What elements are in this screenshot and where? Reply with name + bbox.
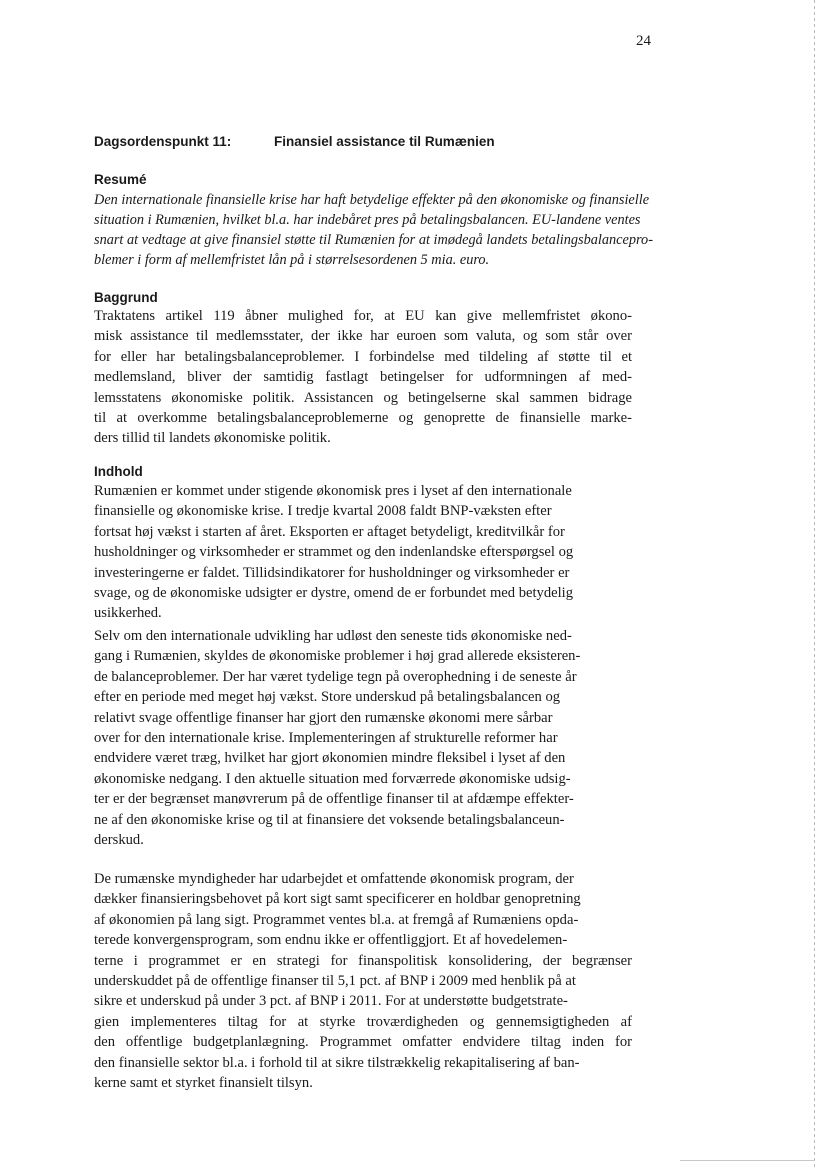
agenda-subject: Finansiel assistance til Rumænien (274, 134, 495, 149)
text-line: efter en periode med meget høj vækst. Store underskud på betalingsbalancen og (94, 689, 561, 706)
text-line: lemsstatens økonomiske politik. Assistancen og betingelserne skal sammen bidrage (94, 389, 632, 406)
text-line: ne af den økonomiske krise og til at finansiere det voksende betalingsbalanceun- (94, 811, 565, 828)
text-line: relativt svage offentlige finanser har gjort den rumænske økonomi mere sårbar (94, 709, 553, 726)
baggrund-heading: Baggrund (94, 290, 158, 305)
text-line: Selv om den internationale udvikling har udløst den seneste tids økonomiske ned- (94, 628, 572, 644)
text-line: den finansielle sektor bl.a. i forhold til at sikre tilstrækkelig rekapitalisering af ban- (94, 1054, 580, 1071)
agenda-item-label: Dagsordenspunkt 11: (94, 134, 232, 149)
text-line: sikre et underskud på under 3 pct. af BNP i 2011. For at understøtte budgetstrate- (94, 993, 568, 1010)
indhold-heading: Indhold (94, 464, 143, 479)
indhold-paragraph-2 (94, 626, 632, 850)
text-line: snart at vedtage at give finansiel støtte til Rumænien for at imødegå landets betalingsbalancepro- (94, 232, 653, 248)
text-line: af økonomien på lang sigt. Programmet ventes bl.a. at fremgå af Rumæniens opda- (94, 911, 579, 928)
page-bottom-line (680, 1160, 815, 1161)
text-line: den offentlige budgetplanlægning. Programmet omfatter endvidere tiltag inden for (94, 1034, 632, 1051)
text-line: medlemsland, bliver der samtidig fastlagt betingelser for udformningen af med- (94, 369, 632, 386)
text-line: Rumænien er kommet under stigende økonomisk pres i lyset af den internationale (94, 483, 572, 499)
text-line: situation i Rumænien, hvilket bl.a. har indebåret pres på betalingsbalancen. EU-landene ventes (94, 212, 641, 228)
text-line: for eller har betalingsbalanceproblemer. I forbindelse med tildeling af støtte til et (94, 348, 632, 365)
text-line: endvidere været træg, hvilket har gjort økonomien mindre fleksibel i lyset af den (94, 750, 566, 767)
indhold-paragraph-1 (94, 481, 632, 624)
text-line: dækker finansieringsbehovet på kort sigt samt specificerer en holdbar genopretning (94, 891, 581, 908)
text-line: finansielle og økonomiske krise. I tredje kvartal 2008 faldt BNP-væksten efter (94, 503, 552, 520)
text-line: terne i programmet er en strategi for finanspolitisk konsolidering, der begrænser (94, 952, 632, 969)
text-line: investeringerne er faldet. Tillidsindikatorer for husholdninger og virksomheder er (94, 564, 570, 581)
text-line: gang i Rumænien, skyldes de økonomiske problemer i høj grad allerede eksisteren- (94, 648, 581, 665)
text-line: ter er der begrænset manøvrerum på de offentlige finanser til at afdæmpe effekter- (94, 791, 574, 808)
text-line: de balanceproblemer. Der har været tydelige tegn på overophedning i de seneste år (94, 668, 577, 685)
text-line: fortsat høj vækst i starten af året. Eksporten er aftaget betydeligt, kreditvilkår for (94, 523, 565, 540)
baggrund-text (94, 306, 632, 449)
text-line: husholdninger og virksomheder er strammet og den indenlandske efterspørgsel og (94, 544, 574, 561)
text-line: usikkerhed. (94, 605, 162, 622)
text-line: ders tillid til landets økonomiske politik. (94, 430, 331, 447)
text-line: De rumænske myndigheder har udarbejdet et omfattende økonomisk program, der (94, 871, 574, 887)
text-line: kerne samt et styrket finansielt tilsyn. (94, 1075, 313, 1092)
text-line: misk assistance til medlemsstater, der ikke har euroen som valuta, og som står over (94, 328, 632, 345)
text-line: økonomiske nedgang. I den aktuelle situation med forværrede økonomiske udsig- (94, 770, 571, 787)
agenda-title (94, 134, 495, 149)
text-line: gien implementeres tiltag for at styrke troværdigheden og gennemsigtigheden af (94, 1013, 632, 1030)
text-line: blemer i form af mellemfristet lån på i størrelsesordenen 5 mia. euro. (94, 252, 490, 268)
text-line: underskuddet på de offentlige finanser til 5,1 pct. af BNP i 2009 med henblik på at (94, 973, 576, 990)
text-line: over for den internationale krise. Implementeringen af strukturelle reformer har (94, 730, 558, 747)
indhold-paragraph-3 (94, 869, 632, 1093)
resume-heading: Resumé (94, 172, 147, 187)
text-line: til at overkomme betalingsbalanceproblemerne og genoprette de finansielle marke- (94, 410, 632, 427)
text-line: derskud. (94, 832, 144, 849)
text-line: terede konvergensprogram, som endnu ikke er offentliggjort. Et af hovedelemen- (94, 932, 568, 949)
resume-text (94, 190, 653, 270)
page-number: 24 (636, 33, 651, 49)
text-line: svage, og de økonomiske udsigter er dystre, omend de er forbundet med betydelig (94, 585, 574, 602)
text-line: Traktatens artikel 119 åbner mulighed for, at EU kan give mellemfristet økono- (94, 308, 632, 324)
page-edge-line (814, 0, 815, 1168)
text-line: Den internationale finansielle krise har haft betydelige effekter på den økonomiske og finansielle (94, 192, 650, 208)
